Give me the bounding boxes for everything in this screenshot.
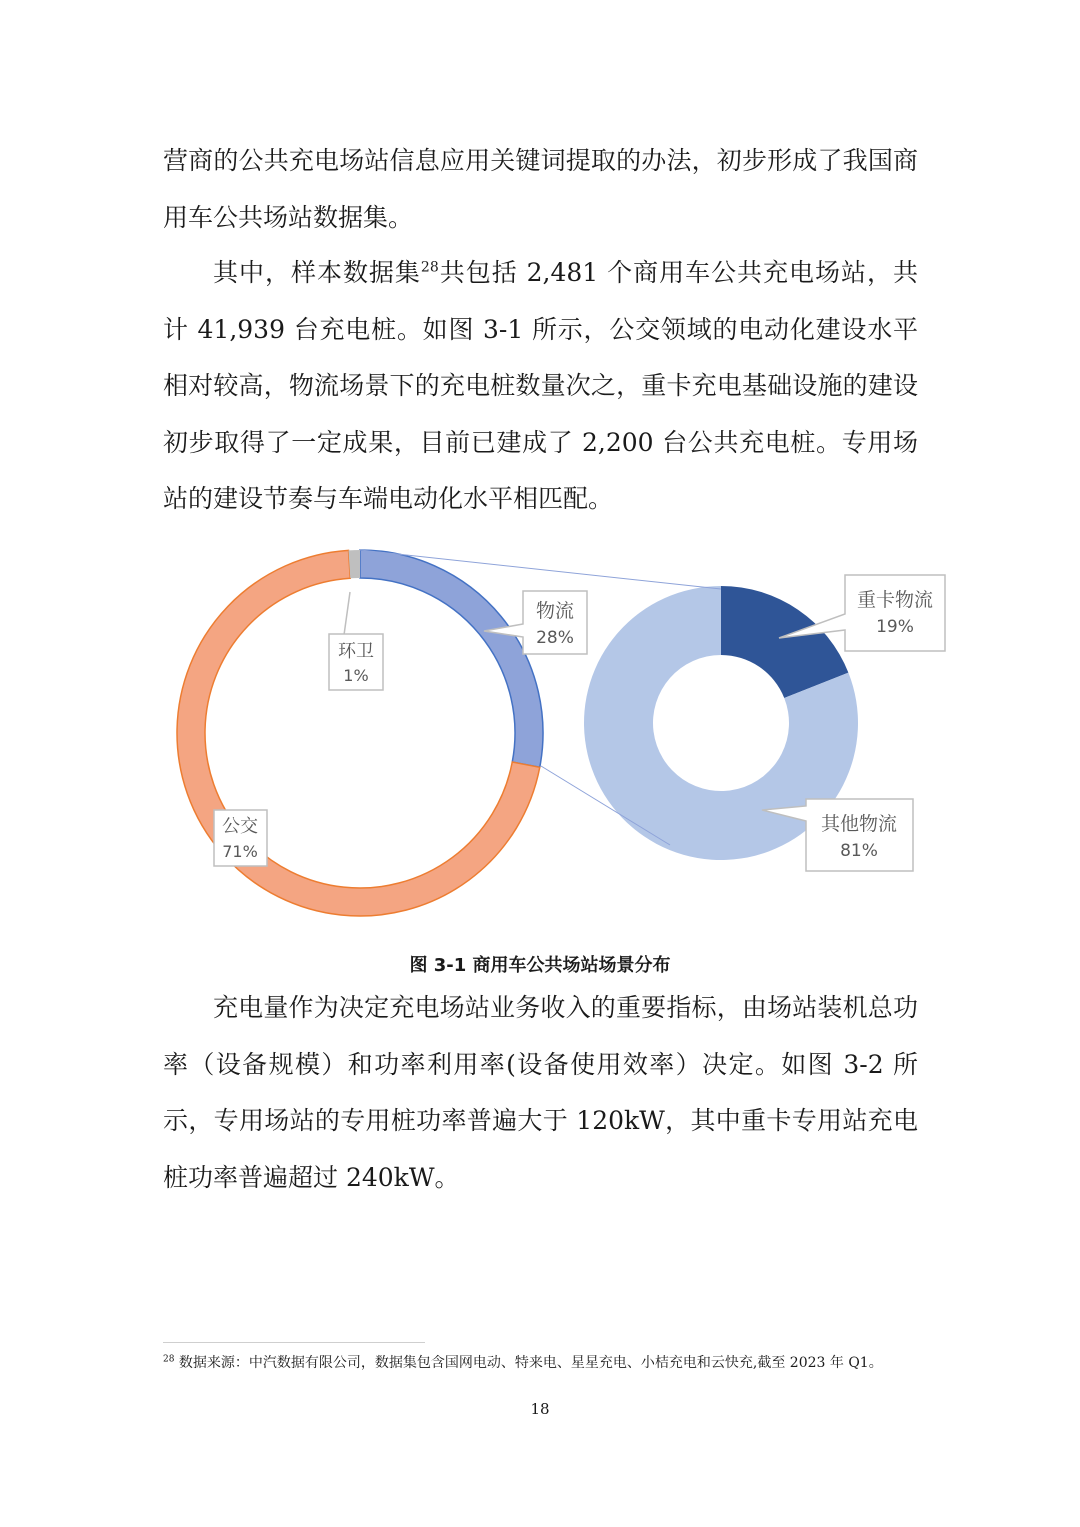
scene-distribution-chart	[0, 540, 1080, 940]
label-sanitation-value: 1%	[343, 666, 369, 685]
label-bus-value: 71%	[222, 842, 258, 861]
paragraph-charging: 充电量作为决定充电场站业务收入的重要指标，由场站装机总功率（设备规模）和功率利用率(设备使用效率）决定。如图 3-2 所示，专用场站的专用桩功率普遍大于 120kW，其中重卡专用站充电桩功率普遍超过 240kW。	[163, 993, 918, 1192]
footnote-ref[interactable]: 28	[420, 259, 439, 276]
label-logistics-name: 物流	[535, 600, 575, 622]
figure-caption: 图 3-1 商用车公共场站场景分布	[409, 955, 671, 976]
footnote	[163, 1352, 918, 1374]
paragraph-dataset: 其中，样本数据集$^{28}$共包括 2,481 个商用车公共充电场站，共计 41,939 台充电桩。如图 3-1 所示，公交领域的电动化建设水平相对较高，物流场景下的充电桩数量次之，重卡充电基础设施的建设初步取得了一定成果，目前已建成了 2,200 台公共充电桩。专用场站的建设节奏与车端电动化水平相匹配。	[163, 258, 918, 513]
label-sanitation-name: 环卫	[338, 641, 374, 662]
label-sanitation	[329, 592, 383, 690]
main-donut-slice-2	[349, 550, 360, 578]
label-logistics-value: 28%	[536, 628, 574, 648]
paragraph-intro: 营商的公共充电场站信息应用关键词提取的办法，初步形成了我国商用车公共场站数据集。	[163, 146, 918, 232]
footnote-mark: 28	[163, 1354, 175, 1365]
main-donut-slice-0	[360, 550, 543, 767]
page-number: 18	[530, 1400, 550, 1418]
label-other-logistics-name: 其他物流	[820, 813, 898, 835]
footnote-text: 数据来源：中汽数据有限公司，数据集包含国网电动、特来电、星星充电、小桔充电和云快充,截至 2023 年 Q1。	[178, 1355, 883, 1371]
label-bus-name: 公交	[222, 816, 258, 837]
label-heavy-truck-name: 重卡物流	[856, 589, 934, 611]
footnote-divider	[163, 1342, 425, 1343]
label-heavy-truck-value: 19%	[876, 617, 914, 637]
label-other-logistics-value: 81%	[840, 841, 878, 861]
label-bus	[214, 810, 267, 866]
